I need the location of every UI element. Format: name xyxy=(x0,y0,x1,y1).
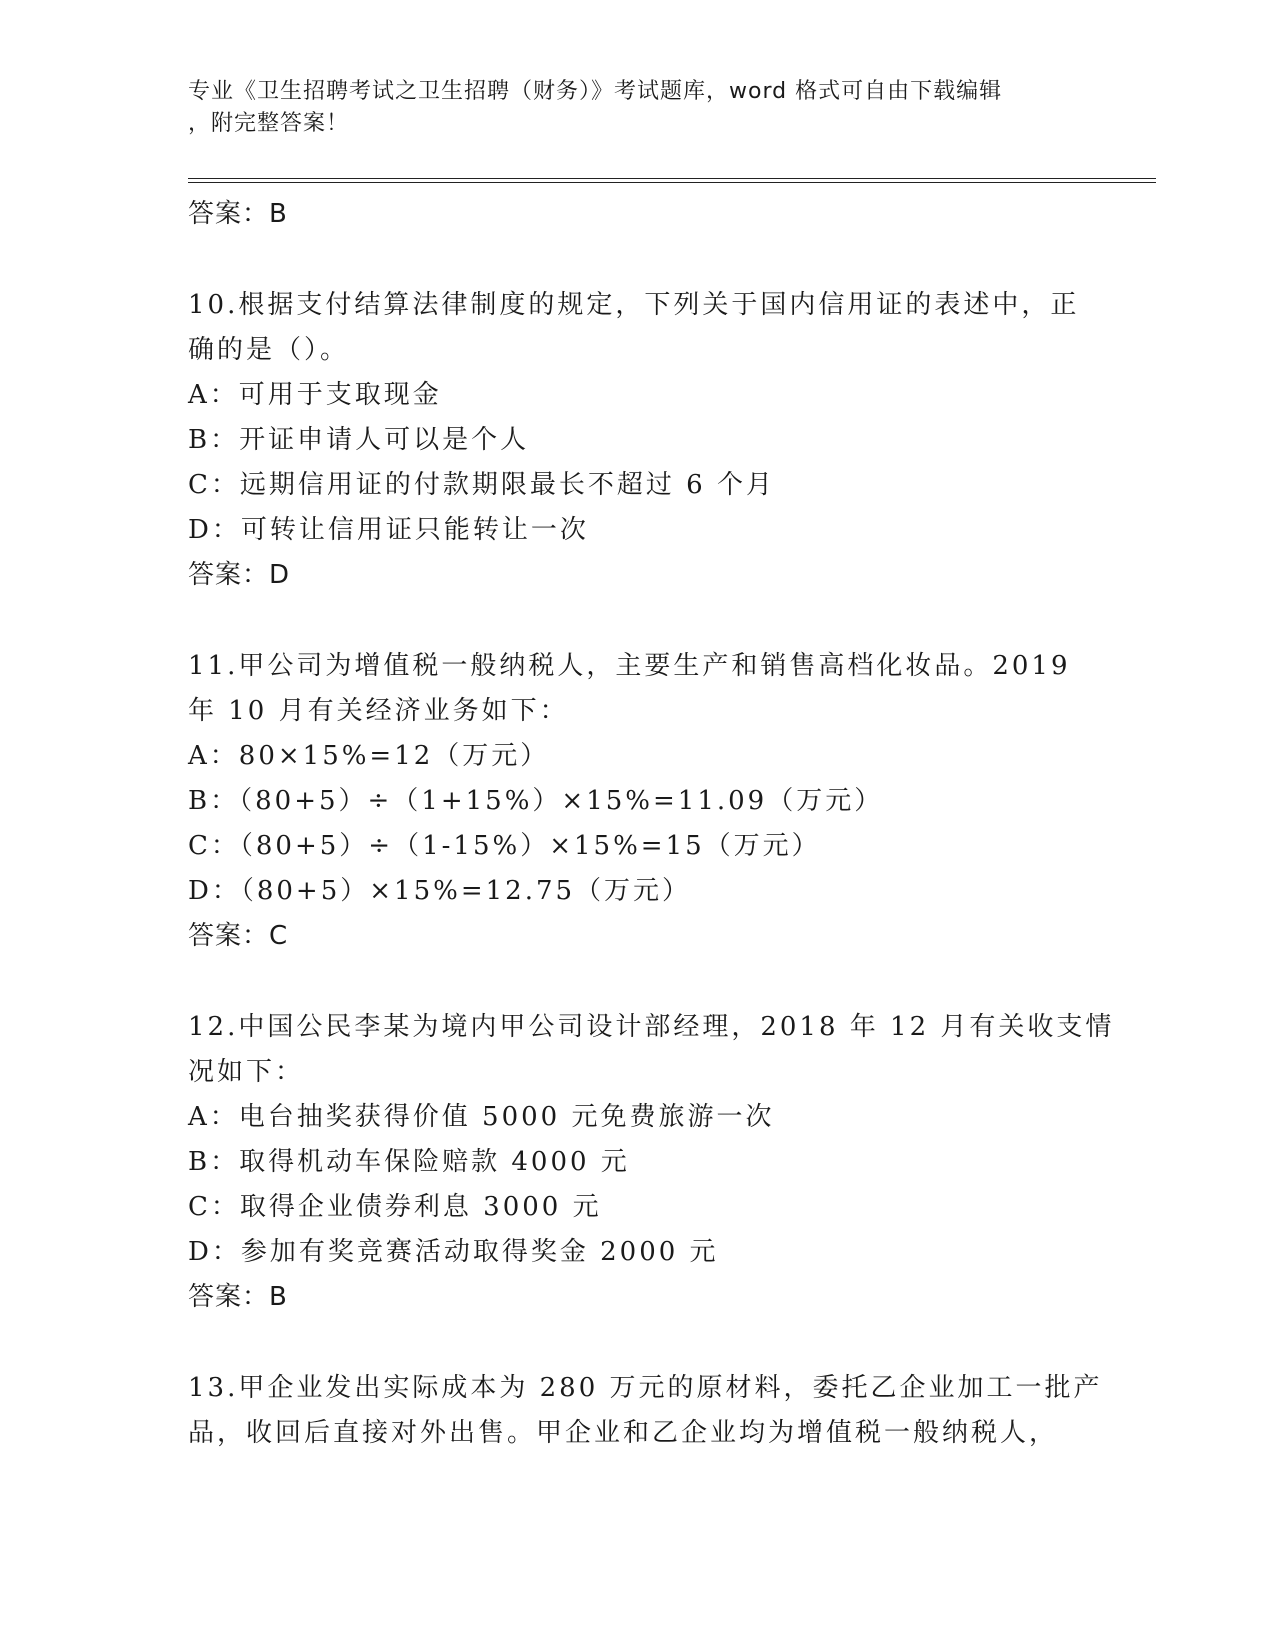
option-d: D：可转让信用证只能转让一次 xyxy=(188,515,589,545)
option-b: B：（80+5）÷（1+15%）×15%=11.09（万元） xyxy=(188,786,884,816)
answer: 答案：B xyxy=(188,1282,288,1312)
option-a: A：80×15%=12（万元） xyxy=(188,741,550,771)
question-stem: 确的是（）。 xyxy=(188,335,350,365)
question-stem: 品，收回后直接对外出售。甲企业和乙企业均为增值税一般纳税人， xyxy=(188,1418,1059,1448)
header-divider-2 xyxy=(188,182,1156,183)
option-b: B：开证申请人可以是个人 xyxy=(188,425,530,455)
header-line-1: 专业《卫生招聘考试之卫生招聘（财务）》考试题库，word 格式可自由下载编辑 xyxy=(188,79,1003,104)
question-stem: 12.中国公民李某为境内甲公司设计部经理，2018 年 12 月有关收支情 xyxy=(188,1012,1115,1042)
option-c: C：远期信用证的付款期限最长不超过 6 个月 xyxy=(188,470,775,500)
question-12 xyxy=(188,1005,1115,1320)
page-header xyxy=(188,76,1088,140)
question-stem: 10.根据支付结算法律制度的规定，下列关于国内信用证的表述中，正 xyxy=(188,290,1080,320)
previous-answer: 答案：B xyxy=(188,199,288,229)
answer: 答案：D xyxy=(188,560,291,590)
question-stem: 况如下： xyxy=(188,1057,305,1087)
question-list xyxy=(188,192,1115,1456)
option-c: C：取得企业债券利息 3000 元 xyxy=(188,1192,602,1222)
option-d: D：参加有奖竞赛活动取得奖金 2000 元 xyxy=(188,1237,719,1267)
header-divider xyxy=(188,178,1156,179)
option-a: A：可用于支取现金 xyxy=(188,380,442,410)
question-11 xyxy=(188,644,1088,959)
question-10 xyxy=(188,283,1088,598)
question-stem: 13.甲企业发出实际成本为 280 万元的原材料，委托乙企业加工一批产 xyxy=(188,1373,1103,1403)
question-stem: 年 10 月有关经济业务如下： xyxy=(188,696,569,726)
answer: 答案：C xyxy=(188,921,289,951)
option-d: D：（80+5）×15%=12.75（万元） xyxy=(188,876,692,906)
question-13 xyxy=(188,1366,1103,1456)
option-c: C：（80+5）÷（1-15%）×15%=15（万元） xyxy=(188,831,821,861)
option-a: A：电台抽奖获得价值 5000 元免费旅游一次 xyxy=(188,1102,775,1132)
question-stem: 11.甲公司为增值税一般纳税人，主要生产和销售高档化妆品。2019 xyxy=(188,651,1071,681)
header-line-2: ，附完整答案！ xyxy=(188,111,350,136)
option-b: B：取得机动车保险赔款 4000 元 xyxy=(188,1147,630,1177)
